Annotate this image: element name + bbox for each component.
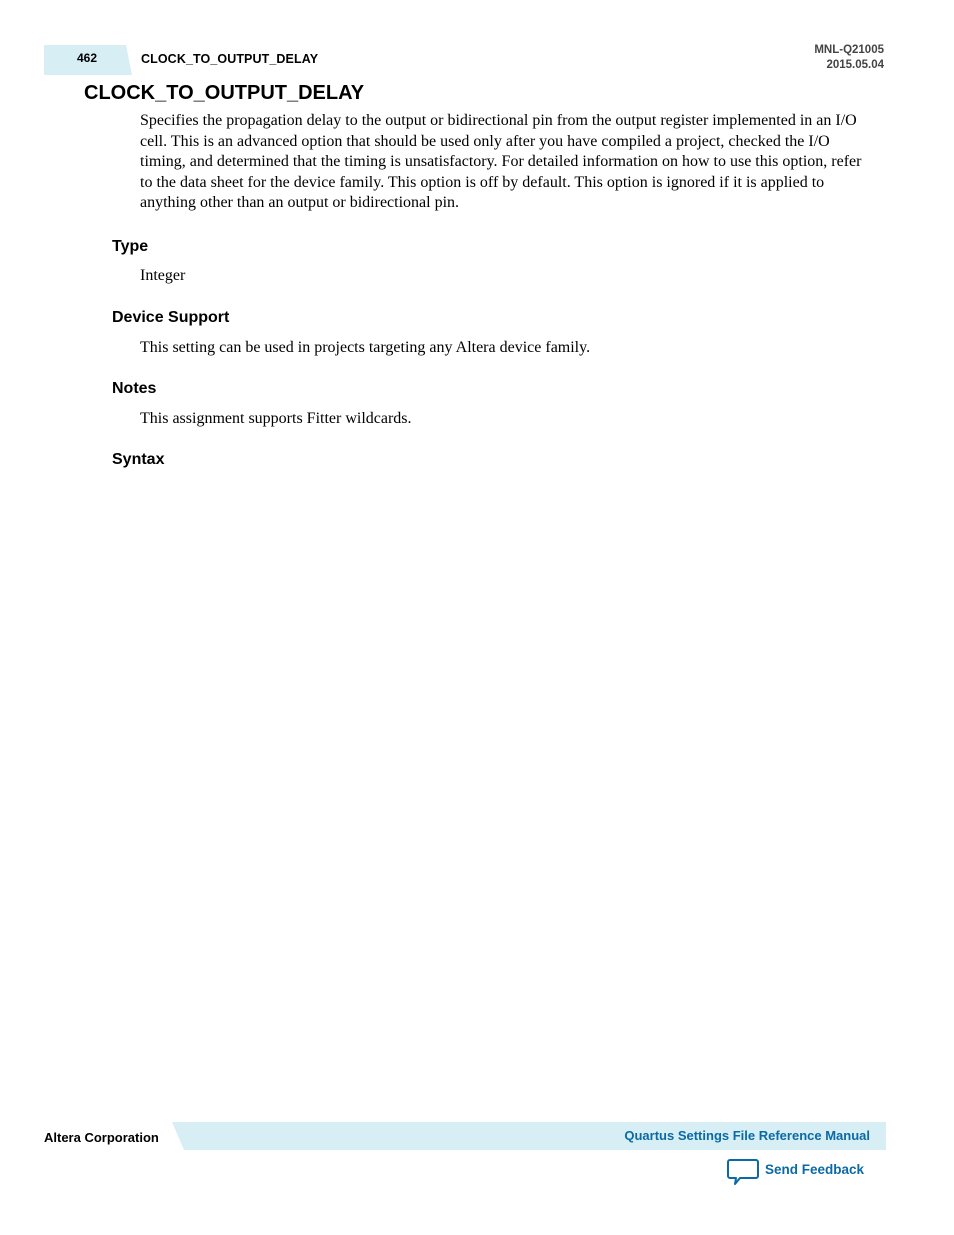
speech-bubble-icon (727, 1158, 759, 1186)
send-feedback-button[interactable] (727, 1158, 864, 1186)
document-id: MNL-Q21005 (814, 44, 884, 56)
page-number: 462 (77, 51, 98, 65)
manual-title-link[interactable]: Quartus Settings File Reference Manual (624, 1128, 870, 1143)
document-id-block (814, 43, 884, 73)
description-paragraph: Specifies the propagation delay to the output or bidirectional pin from the output register implemented in an I/O cell. This is an advanced option that should be used only after you have compiled a project, checked the I/O timing, and determined that the timing is unsatisfactory. For detailed information on how to use this option, refer to the data sheet for the device family. This option is off by default. This option is ignored if it is applied to anything other than an output or bidirectional pin. (140, 112, 862, 211)
page-title: CLOCK_TO_OUTPUT_DELAY (84, 82, 365, 104)
type-heading: Type (112, 238, 149, 255)
device-support-text: This setting can be used in projects targeting any Altera device family. (140, 339, 591, 356)
send-feedback-label: Send Feedback (765, 1161, 865, 1177)
footer-company: Altera Corporation (44, 1130, 159, 1145)
notes-heading: Notes (112, 380, 157, 397)
notes-text: This assignment supports Fitter wildcards. (140, 410, 412, 427)
running-title: CLOCK_TO_OUTPUT_DELAY (141, 52, 319, 66)
device-support-heading: Device Support (112, 309, 230, 326)
syntax-heading: Syntax (112, 451, 165, 468)
type-value: Integer (140, 267, 186, 284)
document-date: 2015.05.04 (826, 59, 884, 71)
